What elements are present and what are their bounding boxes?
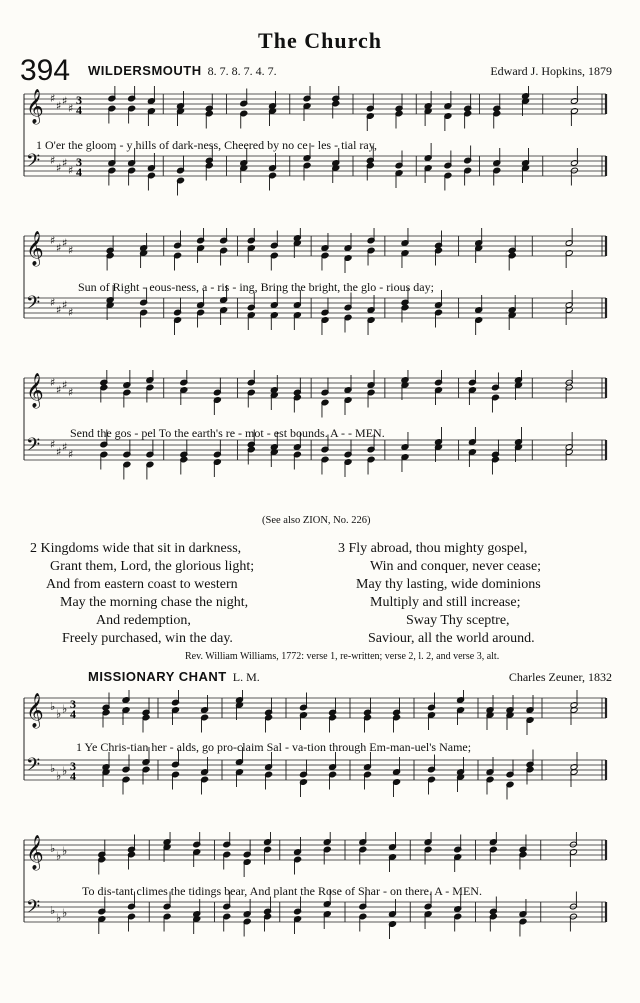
music-system-3: [0, 370, 640, 500]
flat-icon: ♭: [50, 904, 56, 917]
flat-icon: ♭: [62, 906, 68, 920]
tune-heading: [88, 62, 277, 80]
sharp-icon: ♯: [50, 376, 56, 389]
sharp-icon: ♯: [50, 296, 56, 309]
lyric-line: Send the gos - pel To the earth's re - mot - est bounds. A - - MEN.: [70, 426, 385, 440]
verse-line: Sway Thy sceptre,: [406, 613, 510, 628]
flat-icon: ♭: [62, 702, 68, 716]
verse-2: [30, 540, 254, 648]
treble-clef-icon: 𝄞: [26, 693, 44, 728]
sharp-icon: ♯: [62, 156, 68, 170]
bass-clef-icon: 𝄢: [26, 435, 41, 460]
verse-line: Multiply and still increase;: [370, 595, 521, 610]
time-signature: 3: [76, 155, 82, 169]
sharp-icon: ♯: [56, 383, 62, 397]
verse-line: Saviour, all the world around.: [368, 631, 535, 646]
flat-icon: ♭: [50, 842, 56, 855]
sharp-icon: ♯: [68, 244, 74, 257]
lyric-line: Sun of Right - eous-ness, a - ris - ing, Bring the bright, the glo - rious day;: [78, 280, 434, 294]
verse-line: 2 Kingdoms wide that sit in darkness,: [30, 541, 242, 556]
bass-clef-icon: 𝄢: [26, 897, 41, 922]
time-signature: 3: [70, 697, 76, 711]
flat-icon: ♭: [62, 764, 68, 778]
meter: L. M.: [232, 670, 260, 684]
see-also-note: (See also ZION, No. 226): [262, 515, 371, 526]
time-signature: 4: [76, 165, 82, 179]
sharp-icon: ♯: [68, 306, 74, 319]
verse-line: And redemption,: [96, 613, 191, 628]
treble-clef-icon: 𝄞: [26, 373, 44, 408]
bass-clef-icon: 𝄢: [26, 151, 41, 176]
lyric-line: 1 Ye Chris-tian her - alds, go pro-claim Sal - va-tion through Em-man-uel's Name;: [76, 740, 472, 754]
flat-icon: ♭: [56, 849, 62, 863]
music-system-2: [0, 228, 640, 340]
sharp-icon: ♯: [62, 236, 68, 250]
music-system-1: [0, 86, 640, 198]
flat-icon: ♭: [56, 769, 62, 783]
sharp-icon: ♯: [56, 303, 62, 317]
sharp-icon: ♯: [68, 386, 74, 399]
sharp-icon: ♯: [68, 102, 74, 115]
hymn-number: 394: [20, 54, 71, 87]
sharp-icon: ♯: [62, 298, 68, 312]
composer: Edward J. Hopkins, 1879: [490, 64, 612, 78]
flat-icon: ♭: [56, 911, 62, 925]
treble-clef-icon: 𝄞: [26, 231, 44, 266]
sharp-icon: ♯: [50, 234, 56, 247]
page-header: The Church: [258, 28, 382, 53]
time-signature: 3: [76, 93, 82, 107]
time-signature: 4: [70, 707, 76, 721]
lyric-line: 1 O'er the gloom - y hills of dark-ness, Cheered by no ce - les - tial ray,: [36, 138, 377, 152]
composer: Charles Zeuner, 1832: [508, 670, 612, 684]
sharp-icon: ♯: [56, 99, 62, 113]
treble-clef-icon: 𝄞: [26, 89, 44, 124]
sharp-icon: ♯: [62, 440, 68, 454]
music-system-5: [0, 832, 640, 944]
verse-line: Grant them, Lord, the glorious light;: [50, 559, 255, 574]
time-signature: 4: [70, 769, 76, 783]
verse-line: 3 Fly abroad, thou mighty gospel,: [338, 541, 528, 556]
flat-icon: ♭: [56, 707, 62, 721]
tune-name: WILDERSMOUTH: [88, 63, 202, 78]
treble-clef-icon: 𝄞: [26, 835, 44, 870]
bass-clef-icon: 𝄢: [26, 755, 41, 780]
lyric-line: To dis-tant climes the tidings bear, And plant the Rose of Shar - on there. A - MEN.: [82, 884, 482, 898]
sharp-icon: ♯: [68, 448, 74, 461]
tune-name: MISSIONARY CHANT: [88, 669, 227, 684]
verse-line: Win and conquer, never cease;: [370, 559, 542, 574]
sharp-icon: ♯: [56, 445, 62, 459]
sharp-icon: ♯: [62, 94, 68, 108]
music-system-4: [0, 690, 640, 802]
time-signature: 3: [70, 759, 76, 773]
meter: 8. 7. 8. 7. 4. 7.: [207, 64, 277, 78]
author-credit: Rev. William Williams, 1772: verse 1, re-written; verse 2, l. 2, and verse 3, alt.: [185, 651, 500, 662]
tune-heading: [88, 668, 260, 686]
bass-clef-icon: 𝄢: [26, 293, 41, 318]
sharp-icon: ♯: [56, 241, 62, 255]
verse-line: May thy lasting, wide dominions: [356, 577, 541, 592]
sharp-icon: ♯: [50, 154, 56, 167]
verse-3: [338, 540, 541, 648]
flat-icon: ♭: [50, 700, 56, 713]
sharp-icon: ♯: [62, 378, 68, 392]
flat-icon: ♭: [62, 844, 68, 858]
sharp-icon: ♯: [56, 161, 62, 175]
verse-line: May the morning chase the night,: [60, 595, 249, 610]
sharp-icon: ♯: [50, 92, 56, 105]
verse-line: And from eastern coast to western: [46, 577, 238, 592]
sharp-icon: ♯: [68, 164, 74, 177]
sharp-icon: ♯: [50, 438, 56, 451]
flat-icon: ♭: [50, 762, 56, 775]
verse-line: Freely purchased, win the day.: [62, 631, 233, 646]
time-signature: 4: [76, 103, 82, 117]
